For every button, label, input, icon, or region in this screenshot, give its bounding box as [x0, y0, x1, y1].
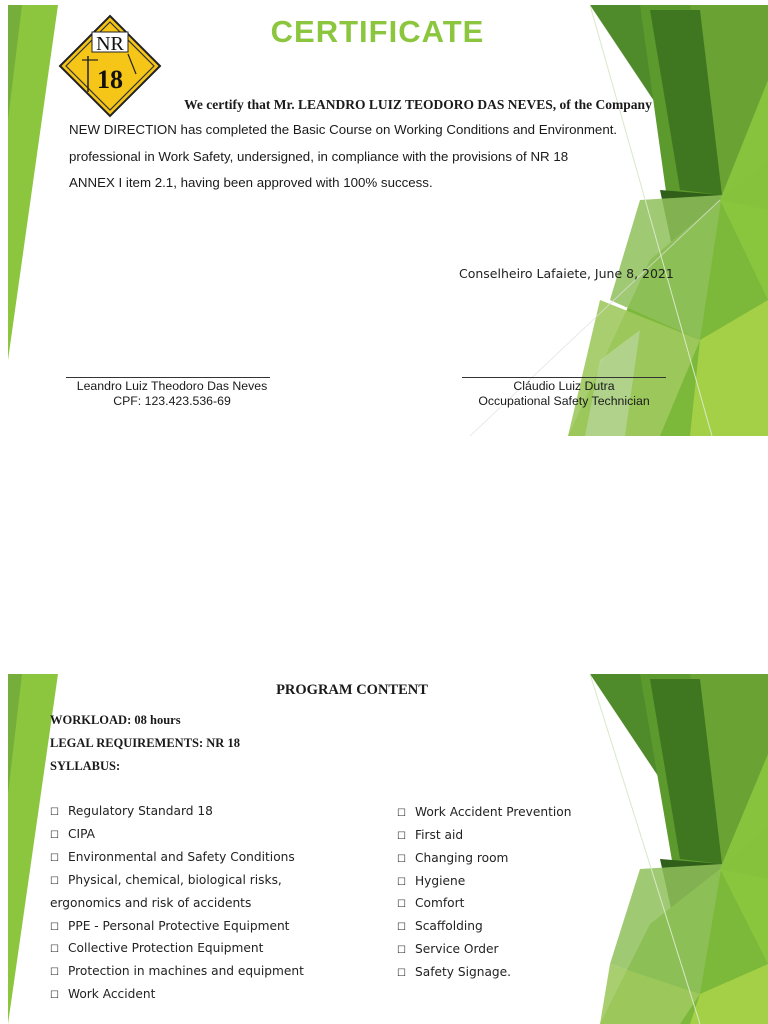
- checkbox-icon: ☐: [50, 807, 59, 818]
- checkbox-icon: ☐: [50, 990, 59, 1001]
- list-item: ☐ Hygiene: [397, 874, 466, 888]
- legal-requirements: LEGAL REQUIREMENTS: NR 18: [50, 736, 240, 750]
- list-item: ☐ Physical, chemical, biological risks,: [50, 873, 282, 887]
- checkbox-icon: ☐: [397, 877, 406, 888]
- workload: WORKLOAD: 08 hours: [50, 713, 181, 727]
- checkbox-icon: ☐: [397, 945, 406, 956]
- signature-line-left: [66, 377, 270, 378]
- body-line: professional in Work Safety, undersigned, in compliance with the provisions of NR 18: [69, 149, 569, 164]
- signer-name-left: Leandro Luiz Theodoro Das Neves: [76, 379, 268, 393]
- checkbox-icon: ☐: [397, 854, 406, 865]
- svg-text:NR: NR: [96, 33, 124, 55]
- checkbox-icon: ☐: [50, 830, 59, 841]
- list-item: ☐ First aid: [397, 828, 464, 842]
- list-item: ☐ PPE - Personal Protective Equipment: [50, 919, 290, 933]
- list-item: ☐ Comfort: [397, 896, 465, 910]
- signer-name-right: Cláudio Luiz Dutra: [513, 379, 615, 393]
- page-gap: [0, 436, 768, 674]
- checkbox-icon: ☐: [50, 876, 59, 887]
- list-item: ☐ Environmental and Safety Conditions: [50, 850, 295, 864]
- checkbox-icon: ☐: [50, 967, 59, 978]
- checkbox-icon: ☐: [397, 808, 406, 819]
- list-item: ☐ Service Order: [397, 942, 499, 956]
- checkbox-icon: ☐: [397, 922, 406, 933]
- place-date: Conselheiro Lafaiete, June 8, 2021: [459, 266, 674, 281]
- checkbox-icon: ☐: [50, 944, 59, 955]
- checkbox-icon: ☐: [397, 831, 406, 842]
- list-item: ☐ Scaffolding: [397, 919, 483, 933]
- list-item: ☐ Changing room: [397, 851, 509, 865]
- certificate-title: CERTIFICATE: [270, 14, 485, 49]
- body-line: NEW DIRECTION has completed the Basic Course on Working Conditions and Environment.: [69, 122, 618, 137]
- list-item: ☐ Work Accident Prevention: [397, 805, 572, 819]
- signer-detail-right: Occupational Safety Technician: [478, 394, 650, 408]
- checkbox-icon: ☐: [50, 922, 59, 933]
- syllabus-heading: SYLLABUS:: [50, 759, 121, 773]
- signer-detail-left: CPF: 123.423.536-69: [113, 394, 231, 408]
- certify-statement: We certify that Mr. LEANDRO LUIZ TEODORO DAS NEVES, of the Company: [184, 97, 652, 112]
- list-item: ☐ Work Accident: [50, 987, 156, 1001]
- list-item: ☐ Collective Protection Equipment: [50, 941, 264, 955]
- list-item: ☐ Safety Signage.: [397, 965, 512, 979]
- program-title: PROGRAM CONTENT: [276, 682, 428, 698]
- svg-text:18: 18: [97, 65, 123, 94]
- signature-line-right: [462, 377, 666, 378]
- checkbox-icon: ☐: [50, 853, 59, 864]
- certificate-page: [0, 0, 768, 436]
- list-item: ☐ Protection in machines and equipment: [50, 964, 304, 978]
- body-line: ANNEX I item 2.1, having been approved with 100% success.: [69, 175, 433, 190]
- list-item-continuation: ergonomics and risk of accidents: [50, 896, 252, 910]
- list-item: ☐ Regulatory Standard 18: [50, 804, 213, 818]
- list-item: ☐ CIPA: [50, 827, 96, 841]
- checkbox-icon: ☐: [397, 899, 406, 910]
- checkbox-icon: ☐: [397, 968, 406, 979]
